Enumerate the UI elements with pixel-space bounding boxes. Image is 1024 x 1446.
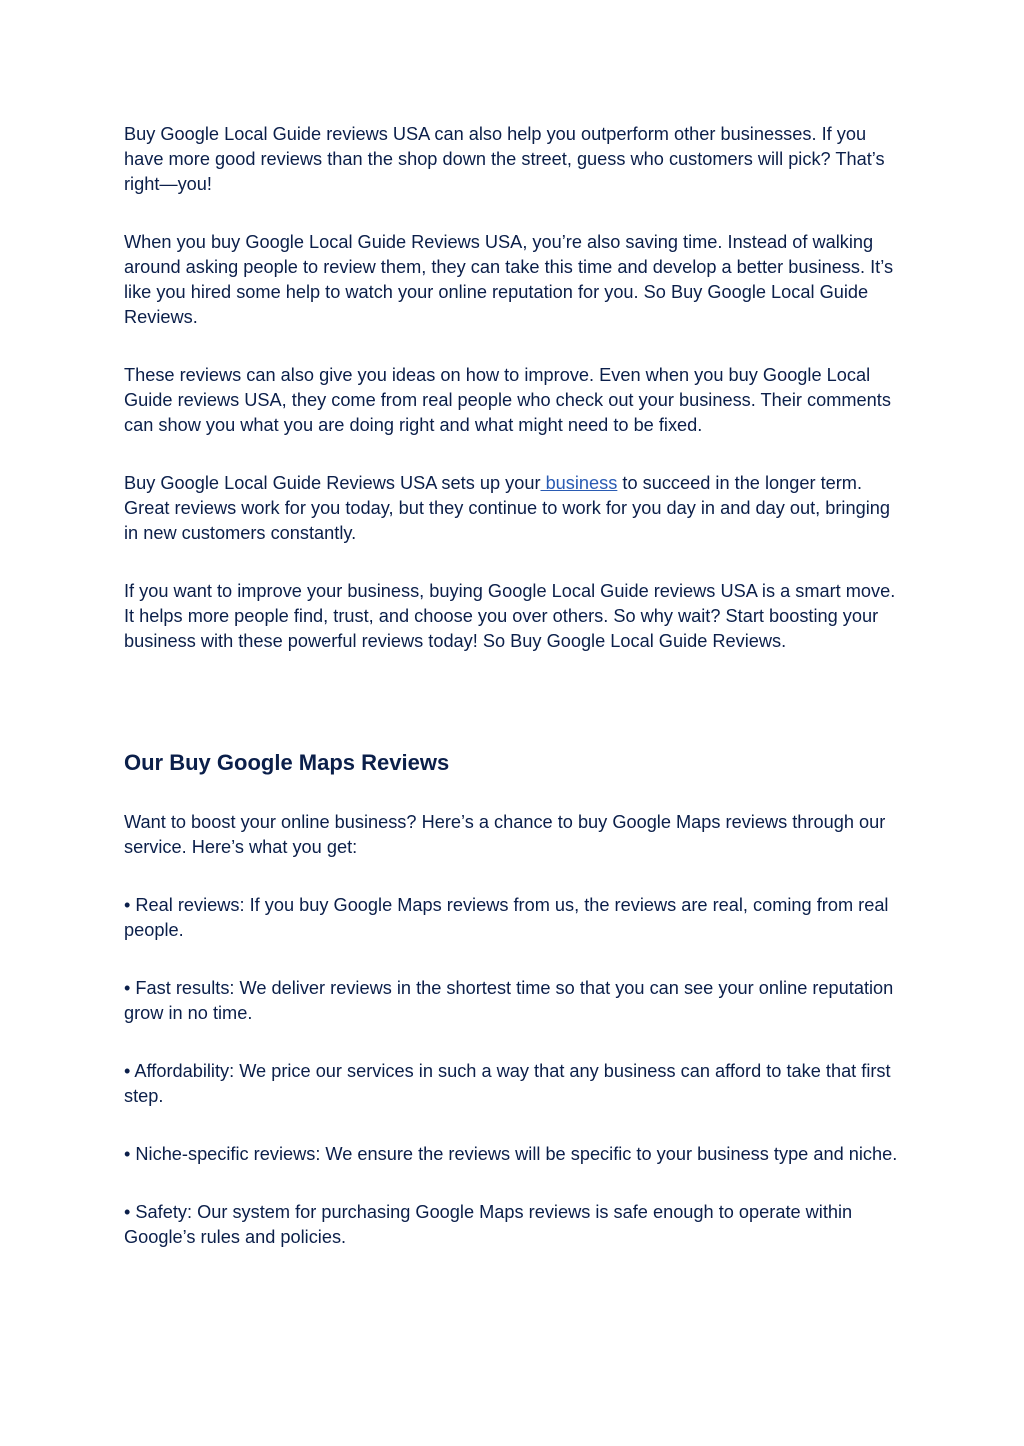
paragraph-outperform: Buy Google Local Guide reviews USA can also help you outperform other businesses. If you have more good reviews than the shop down the street, guess who customers will pick? That’s right—you! — [124, 124, 885, 194]
paragraph-long-term-end: to succeed in the longer term. Great reviews work for you today, but they continue to work for you day in and day out, bringing in new customers constantly. — [124, 473, 890, 543]
paragraph-long-term-start: Buy Google Local Guide Reviews USA sets up your — [124, 473, 541, 493]
bullet-fast-results: • Fast results: We deliver reviews in the shortest time so that you can see your online reputation grow in no time. — [124, 978, 894, 1023]
bullet-niche-specific: • Niche-specific reviews: We ensure the reviews will be specific to your business type and niche. — [124, 1144, 898, 1164]
section-intro: Want to boost your online business? Here’s a chance to buy Google Maps reviews through our service. Here’s what you get: — [124, 812, 886, 857]
section-heading: Our Buy Google Maps Reviews — [124, 750, 450, 775]
paragraph-ideas-improve: These reviews can also give you ideas on how to improve. Even when you buy Google Local Guide reviews USA, they come from real people who check out your business. Their comments can show you what you are doing right and what might need to be fixed. — [124, 365, 891, 435]
paragraph-smart-move: If you want to improve your business, buying Google Local Guide reviews USA is a smart move. It helps more people find, trust, and choose you over others. So why wait? Start boosting your business with these powerful reviews today! So Buy Google Local Guide Reviews. — [124, 581, 896, 651]
business-link[interactable]: business — [540, 473, 618, 493]
bullet-safety: • Safety: Our system for purchasing Google Maps reviews is safe enough to operate within Google’s rules and policies. — [124, 1202, 853, 1247]
bullet-real-reviews: • Real reviews: If you buy Google Maps reviews from us, the reviews are real, coming from real people. — [124, 895, 889, 940]
paragraph-long-term — [124, 471, 904, 546]
paragraph-saving-time: When you buy Google Local Guide Reviews USA, you’re also saving time. Instead of walking around asking people to review them, they can take this time and develop a better business. It’s like you hired some help to watch your online reputation for you. So Buy Google Local Guide Reviews. — [124, 232, 894, 327]
bullet-affordability: • Affordability: We price our services in such a way that any business can afford to take that first step. — [124, 1061, 891, 1106]
document-page — [124, 122, 904, 1250]
